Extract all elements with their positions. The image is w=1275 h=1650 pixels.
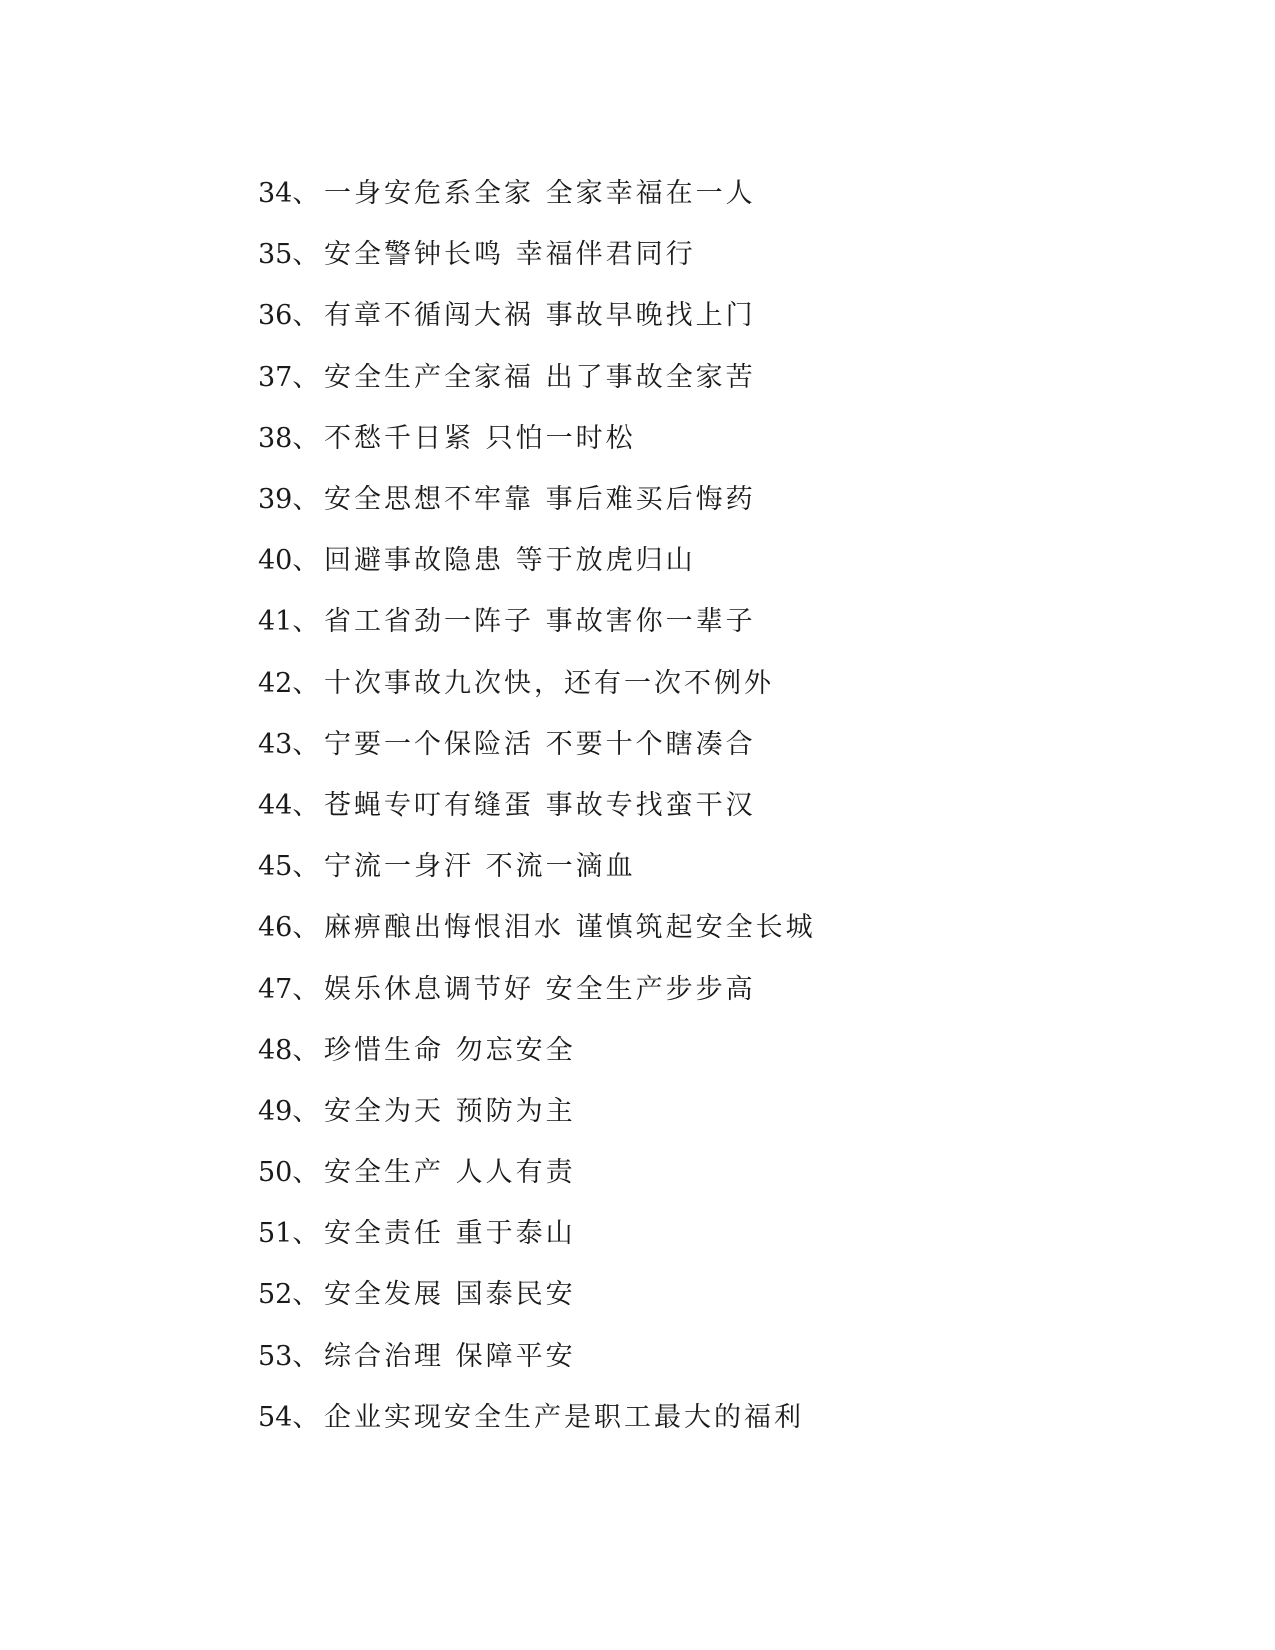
item-text: 安全发展 国泰民安 [324, 1279, 576, 1311]
item-text: 安全为天 预防为主 [324, 1095, 576, 1127]
list-item [258, 527, 816, 588]
list-item [258, 955, 816, 1016]
list-item [258, 221, 816, 282]
list-item [258, 772, 816, 833]
item-number: 34、 [258, 178, 320, 210]
item-number: 38、 [258, 422, 320, 454]
item-text: 有章不循闯大祸 事故早晚找上门 [324, 300, 756, 332]
item-text: 安全生产 人人有责 [324, 1157, 576, 1189]
item-number: 36、 [258, 300, 320, 332]
list-item [258, 1200, 816, 1261]
item-number: 52、 [258, 1279, 320, 1311]
list-item [258, 1078, 816, 1139]
item-number: 43、 [258, 728, 320, 760]
item-text: 十次事故九次快，还有一次不例外 [324, 667, 774, 699]
list-item [258, 711, 816, 772]
item-text: 综合治理 保障平安 [324, 1340, 576, 1372]
item-text: 珍惜生命 勿忘安全 [324, 1034, 576, 1066]
item-text: 安全思想不牢靠 事后难买后悔药 [324, 484, 756, 516]
item-number: 40、 [258, 545, 320, 577]
item-text: 宁要一个保险活 不要十个瞎凑合 [324, 728, 756, 760]
item-number: 44、 [258, 789, 320, 821]
list-item [258, 1139, 816, 1200]
item-text: 企业实现安全生产是职工最大的福利 [324, 1401, 804, 1433]
item-number: 41、 [258, 606, 320, 638]
list-item [258, 894, 816, 955]
item-text: 宁流一身汗 不流一滴血 [324, 851, 636, 883]
item-text: 不愁千日紧 只怕一时松 [324, 422, 636, 454]
list-item [258, 466, 816, 527]
item-text: 麻痹酿出悔恨泪水 谨慎筑起安全长城 [324, 912, 816, 944]
item-text: 一身安危系全家 全家幸福在一人 [324, 178, 756, 210]
item-text: 回避事故隐患 等于放虎归山 [324, 545, 696, 577]
item-number: 51、 [258, 1218, 320, 1250]
list-item [258, 588, 816, 649]
item-number: 39、 [258, 484, 320, 516]
item-text: 安全责任 重于泰山 [324, 1218, 576, 1250]
item-number: 54、 [258, 1401, 320, 1433]
list-item [258, 160, 816, 221]
slogan-list [258, 160, 816, 1445]
item-number: 42、 [258, 667, 320, 699]
list-item [258, 1017, 816, 1078]
item-text: 省工省劲一阵子 事故害你一辈子 [324, 606, 756, 638]
list-item [258, 650, 816, 711]
list-item [258, 1323, 816, 1384]
item-text: 安全警钟长鸣 幸福伴君同行 [324, 239, 696, 271]
list-item [258, 833, 816, 894]
item-number: 53、 [258, 1340, 320, 1372]
item-number: 48、 [258, 1034, 320, 1066]
list-item [258, 282, 816, 343]
list-item [258, 405, 816, 466]
item-number: 47、 [258, 973, 320, 1005]
item-number: 37、 [258, 361, 320, 393]
item-number: 35、 [258, 239, 320, 271]
item-number: 45、 [258, 851, 320, 883]
item-number: 50、 [258, 1157, 320, 1189]
item-text: 娱乐休息调节好 安全生产步步高 [324, 973, 756, 1005]
item-number: 49、 [258, 1095, 320, 1127]
item-text: 苍蝇专叮有缝蛋 事故专找蛮干汉 [324, 789, 756, 821]
list-item [258, 1384, 816, 1445]
item-number: 46、 [258, 912, 320, 944]
list-item [258, 1261, 816, 1322]
list-item [258, 344, 816, 405]
item-text: 安全生产全家福 出了事故全家苦 [324, 361, 756, 393]
